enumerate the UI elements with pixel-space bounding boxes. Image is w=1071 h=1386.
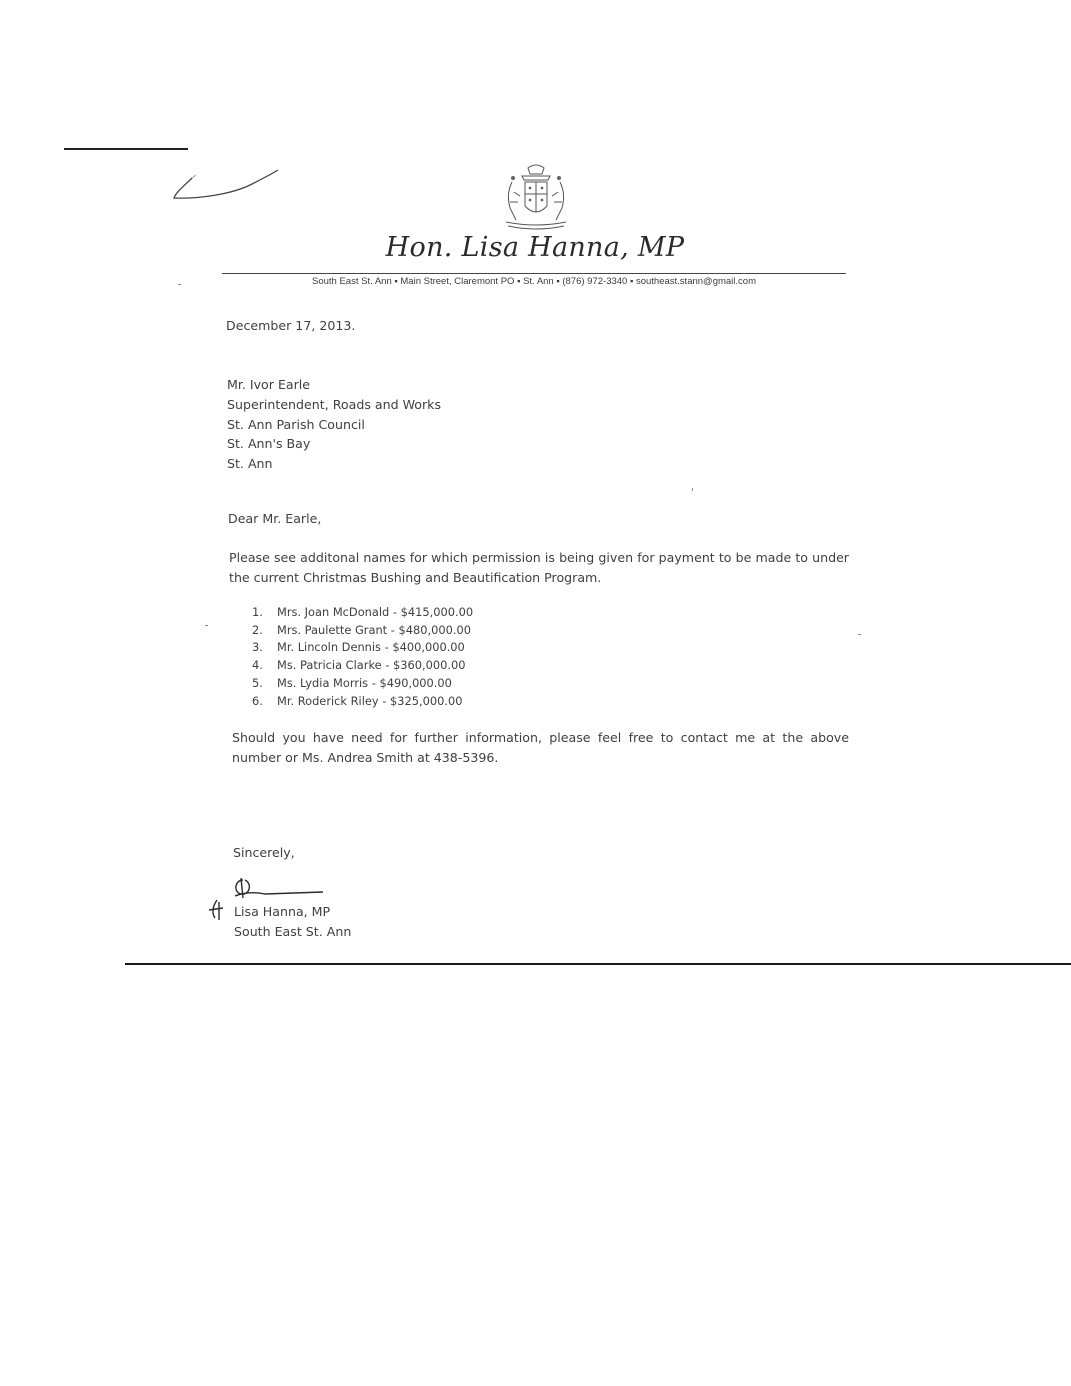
list-item-number: 6. <box>252 693 263 708</box>
list-item-text: Mr. Lincoln Dennis - $400,000.00 <box>277 640 465 655</box>
list-item-text: Mr. Roderick Riley - $325,000.00 <box>277 693 463 708</box>
signer-block <box>234 902 351 941</box>
list-item <box>252 657 473 675</box>
list-item-text: Ms. Patricia Clarke - $360,000.00 <box>277 658 466 673</box>
recipient-organization: St. Ann Parish Council <box>227 416 365 432</box>
list-item-text: Mrs. Joan McDonald - $415,000.00 <box>277 605 474 619</box>
list-item-number: 1. <box>252 605 263 619</box>
scan-speck <box>205 625 208 626</box>
list-item-number: 2. <box>252 622 263 637</box>
letterhead-contact-line: South East St. Ann ▪ Main Street, Claremont PO ▪ St. Ann ▪ (876) 972-3340 ▪ southeast.stann@gmail.com <box>312 276 756 287</box>
letter-date: December 17, 2013. <box>226 318 356 333</box>
payee-list <box>252 604 473 710</box>
list-item-text: Mrs. Paulette Grant - $480,000.00 <box>277 622 471 637</box>
list-item <box>252 675 473 693</box>
list-item <box>252 693 473 711</box>
recipient-name: Mr. Ivor Earle <box>227 377 311 392</box>
body-paragraph-2: Should you have need for further information, please feel free to contact me at the above number or Ms. Andrea Smith at 438-5396. <box>232 730 849 765</box>
list-item <box>252 604 473 622</box>
pen-scribble-icon <box>170 166 284 206</box>
scan-speck <box>178 284 181 285</box>
list-item-number: 3. <box>252 640 263 655</box>
letterhead-rule <box>222 273 846 274</box>
salutation: Dear Mr. Earle, <box>228 511 322 526</box>
list-item <box>252 639 473 657</box>
coat-of-arms-icon <box>492 162 580 234</box>
recipient-parish: St. Ann <box>227 456 273 472</box>
list-item-number: 4. <box>252 658 263 673</box>
recipient-town: St. Ann's Bay <box>227 436 311 452</box>
list-item-number: 5. <box>252 675 263 690</box>
list-item <box>252 622 473 640</box>
recipient-address <box>227 375 441 474</box>
list-item-text: Ms. Lydia Morris - $490,000.00 <box>277 675 452 690</box>
recipient-title: Superintendent, Roads and Works <box>227 396 442 412</box>
top-left-rule <box>64 148 188 150</box>
scan-speck <box>858 634 861 635</box>
scan-speck <box>692 488 693 491</box>
signer-name: Lisa Hanna, MP <box>234 904 331 919</box>
letterhead-name: Hon. Lisa Hanna, MP <box>385 232 685 263</box>
signer-constituency: South East St. Ann <box>234 923 352 939</box>
body-paragraph-1: Please see additonal names for which permission is being given for payment to be made to under the current Christmas Bushing and Beautification Program. <box>229 550 849 585</box>
bottom-rule <box>125 963 1071 965</box>
closing: Sincerely, <box>233 845 295 860</box>
